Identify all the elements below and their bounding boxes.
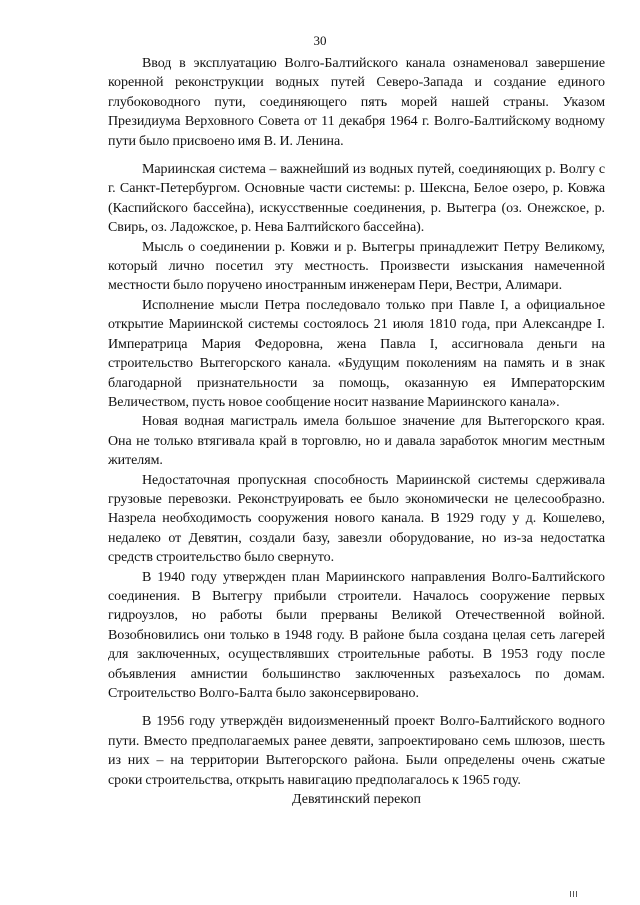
paragraph-official-opening: Исполнение мысли Петра последовало только при Павле I, а официальное открытие Мариинской системы состоялось 21 июля 1810 года, при Александре I. Императрица Мария Федоровна, жена Павла I, ассигновала деньги на строительство Вытегорского канала. «Будущим поколениям на память и в знак благодарной признательности за помощь, оказанную ея Императорским Величеством, пусть новое сообщение носит название Мариинского канала». xyxy=(108,297,605,410)
scan-mark xyxy=(570,891,584,897)
paragraph-insufficient-capacity: Недостаточная пропускная способность Мариинской системы сдерживала грузовые перевозки. Реконструировать ее было экономически не целесообразно. Назрела необходимость сооружения нового канала. В 1929 году у д. Кошелево, недалеко от Девятин, создали базу, завезли оборудование, но из-за недостатка средств строительство было свернуто. xyxy=(108,472,605,566)
document-body xyxy=(108,54,605,809)
page-number: 30 xyxy=(313,33,327,48)
paragraph-peter-the-great-idea: Мысль о соединении р. Ковжи и р. Вытегры принадлежит Петру Великому, который лично посетил эту местность. Произвести изыскания намеченной местности было поручено иностранным инженерам Пери, Вестри, Алимари. xyxy=(108,239,605,294)
paragraph-vytegra-region-importance: Новая водная магистраль имела большое значение для Вытегорского края. Она не только втягивала край в торговлю, но и давала заработок многим местным жителям. xyxy=(108,414,605,469)
section-heading: Девятинский перекоп xyxy=(292,792,421,808)
paragraph-mariinsky-system: Мариинская система – важнейший из водных путей, соединяющих р. Волгу с г. Санкт-Петербургом. Основные части системы: р. Шексна, Белое озеро, р. Ковжа (Каспийского бассейна), искусственные соединения, р. Вытегра (оз. Онежское, р. Свирь, оз. Ладожское, р. Нева Балтийского бассейна). xyxy=(108,162,605,236)
paragraph-volga-baltic-commissioning: Ввод в эксплуатацию Волго-Балтийского канала ознаменовал завершение коренной реконструкции водных путей Северо-Запада и создание единого глубоководного пути, соединяющего пять морей нашей страны. Указом Президиума Верховного Совета от 11 декабря 1964 г. Волго-Балтийскому водному пути было присвоено имя В. И. Ленина. xyxy=(108,56,605,149)
paragraph-1940-plan: В 1940 году утвержден план Мариинского направления Волго-Балтийского соединения. В Вытегру прибыли строители. Началось сооружение первых гидроузлов, но работы были прерваны Великой Отечественной войной. Возобновились они только в 1948 году. В районе была создана целая сеть лагерей для заключенных, осуществлявших строительные работы. В 1953 году после объявления амнистии большинство заключенных разъехалось по домам. Строительство Волго-Балта было законсервировано. xyxy=(108,569,605,701)
paragraph-1956-project: В 1956 году утверждён видоизмененный проект Волго-Балтийского водного пути. Вместо предполагаемых ранее девяти, запроектировано семь шлюзов, шесть из них – на территории Вытегорского района. Были определены очень сжатые сроки строительства, открыть навигацию предполагалось к 1965 году. xyxy=(108,714,605,788)
